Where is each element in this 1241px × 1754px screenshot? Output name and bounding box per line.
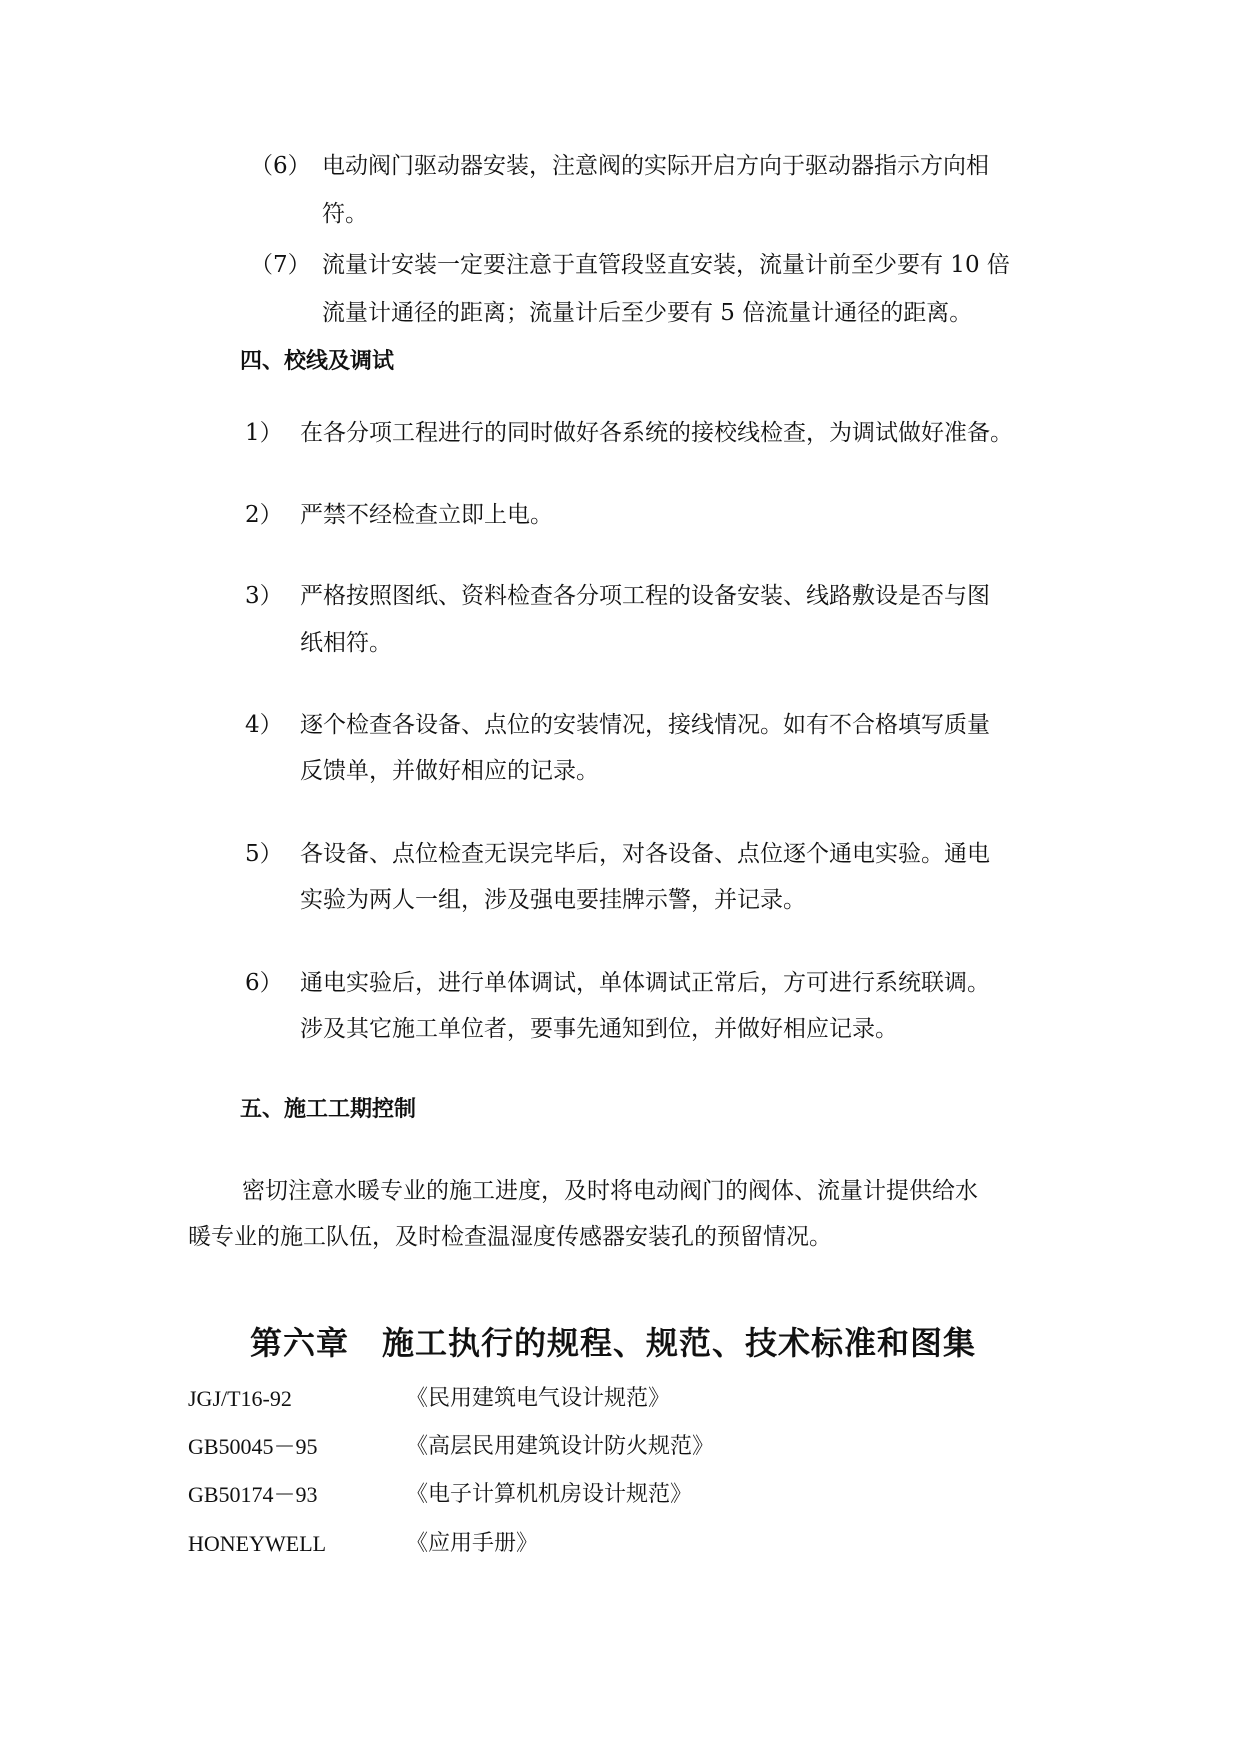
s4-item-5-line-1: 各设备、点位检查无误完毕后，对各设备、点位逐个通电实验。通电 [300,841,990,867]
s4-item-3-number: 3） [245,583,283,609]
s4-item-4-number: 4） [245,712,283,738]
s4-item-6-number: 6） [245,970,283,996]
standard-2-name: 《高层民用建筑设计防火规范》 [406,1434,715,1459]
standard-4-name: 《应用手册》 [406,1531,539,1556]
section-5-paragraph-line-2: 暖专业的施工队伍，及时检查温湿度传感器安装孔的预留情况。 [188,1224,832,1250]
item-6-line-1: 电动阀门驱动器安装，注意阀的实际开启方向于驱动器指示方向相 [322,153,989,179]
s4-item-3-line-1: 严格按照图纸、资料检查各分项工程的设备安装、线路敷设是否与图 [300,583,990,609]
section-4-heading: 四、校线及调试 [240,349,395,374]
s4-item-6-line-2: 涉及其它施工单位者，要事先通知到位，并做好相应记录。 [300,1016,898,1042]
s4-item-4-line-1: 逐个检查各设备、点位的安装情况，接线情况。如有不合格填写质量 [300,712,990,738]
item-7-number: （7） [250,252,311,278]
standard-2-code: GB50045－95 [188,1434,318,1459]
s4-item-4-line-2: 反馈单，并做好相应的记录。 [300,758,599,784]
item-7-line-1: 流量计安装一定要注意于直管段竖直安装，流量计前至少要有 10 倍 [322,252,1010,278]
s4-item-6-line-1: 通电实验后，进行单体调试，单体调试正常后，方可进行系统联调。 [300,970,990,996]
section-5-heading: 五、施工工期控制 [240,1097,417,1122]
section-5-paragraph-line-1: 密切注意水暖专业的施工进度，及时将电动阀门的阀体、流量计提供给水 [242,1178,978,1204]
s4-item-3-line-2: 纸相符。 [300,630,392,656]
s4-item-2-number: 2） [245,502,283,528]
standard-4-code: HONEYWELL [188,1531,327,1556]
s4-item-5-number: 5） [245,841,283,867]
item-6-line-2: 符。 [322,201,368,227]
standard-1-code: JGJ/T16-92 [188,1386,292,1411]
s4-item-5-line-2: 实验为两人一组，涉及强电要挂牌示警，并记录。 [300,887,806,913]
chapter-6-title: 第六章 施工执行的规程、规范、技术标准和图集 [250,1324,977,1362]
standard-1-name: 《民用建筑电气设计规范》 [406,1386,671,1411]
item-7-line-2: 流量计通径的距离；流量计后至少要有 5 倍流量计通径的距离。 [322,300,973,326]
s4-item-1-number: 1） [245,420,283,446]
s4-item-2-line-1: 严禁不经检查立即上电。 [300,502,553,528]
standard-3-code: GB50174－93 [188,1482,318,1507]
item-6-number: （6） [250,153,311,179]
s4-item-1-line-1: 在各分项工程进行的同时做好各系统的接校线检查，为调试做好准备。 [300,420,1013,446]
standard-3-name: 《电子计算机机房设计规范》 [406,1482,693,1507]
